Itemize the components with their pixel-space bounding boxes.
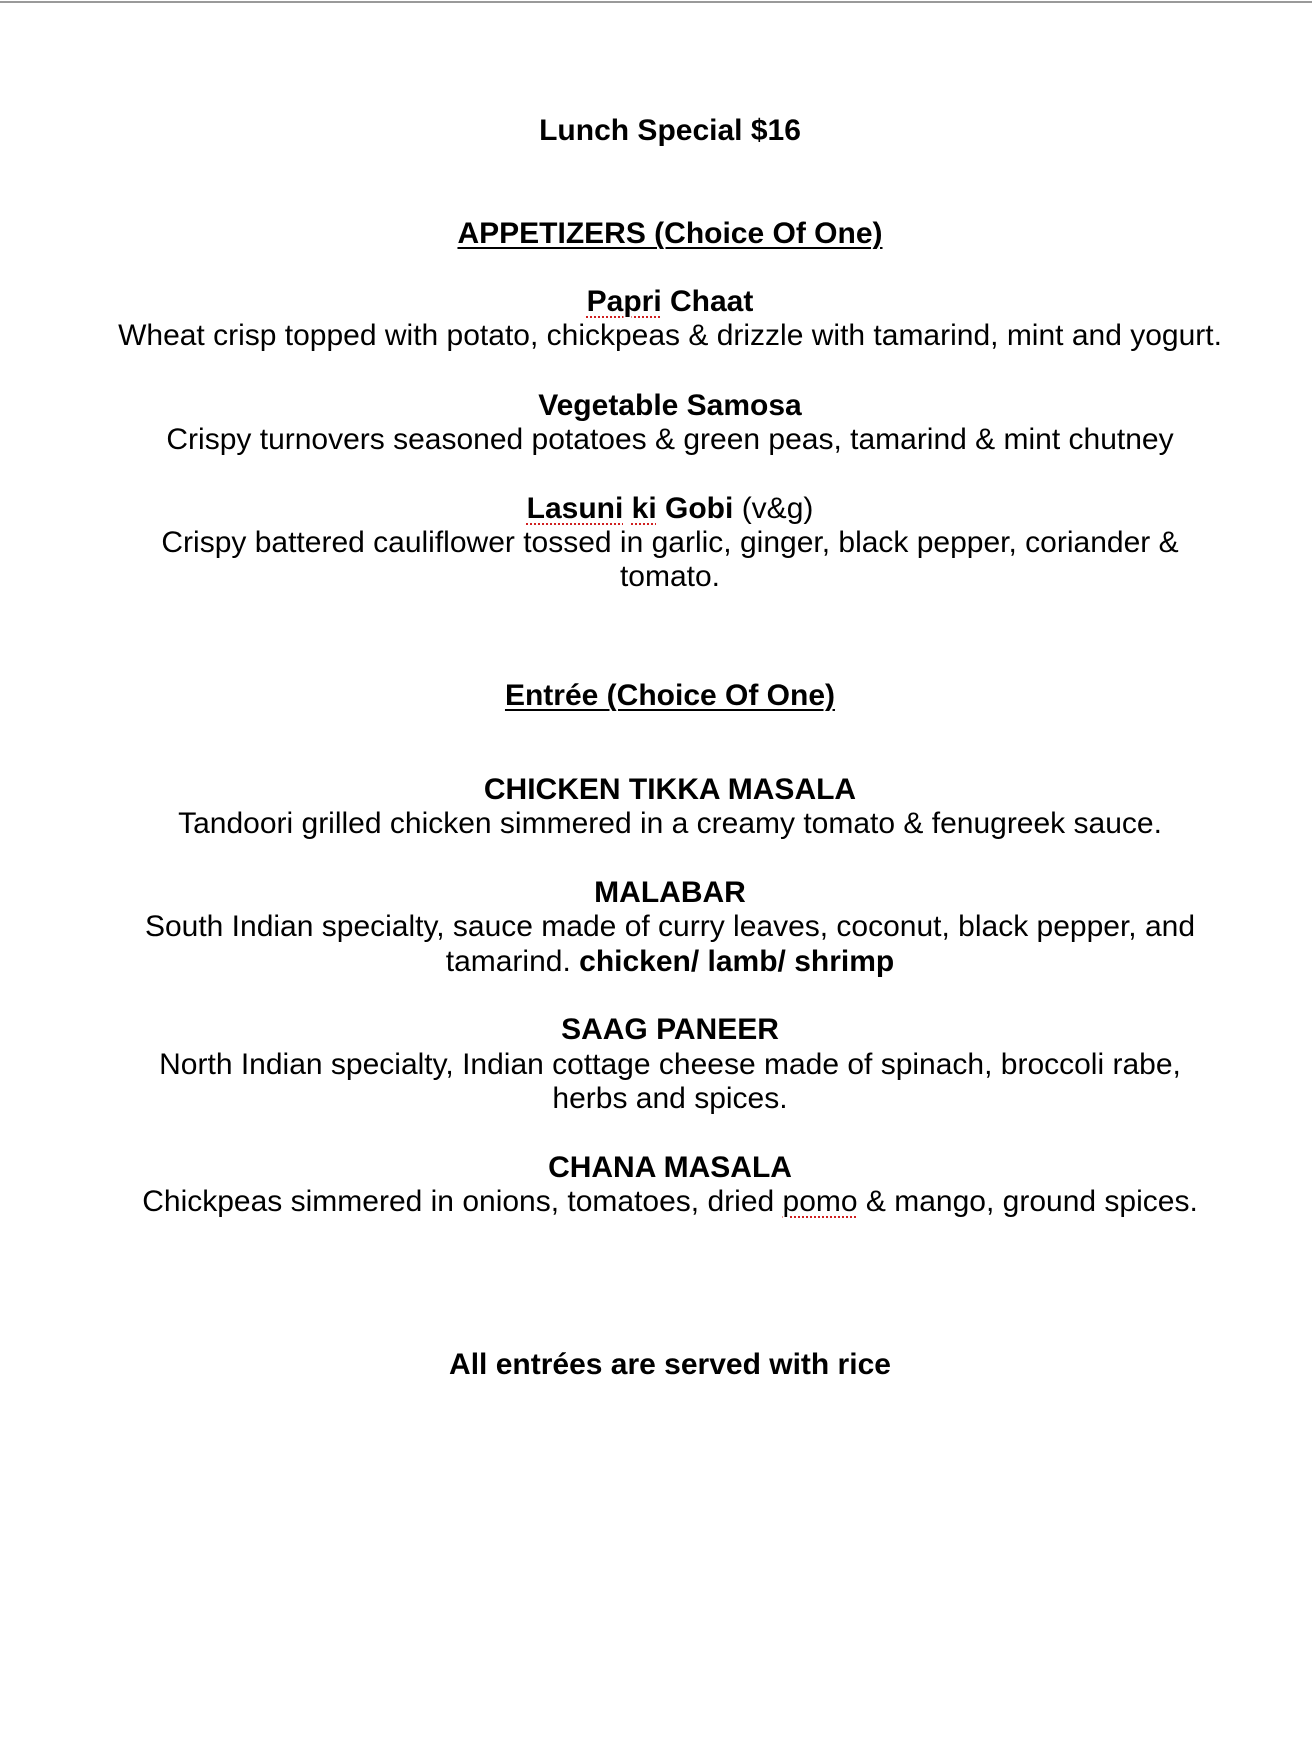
appetizer-name-rest: Gobi [656,492,734,525]
appetizer-desc-lasuni-ki-gobi-line1: Crispy battered cauliflower tossed in garlic, ginger, black pepper, coriander & [161,526,1179,559]
entree-desc-chana-masala-rest: & mango, ground spices. [857,1185,1198,1218]
appetizers-heading-text: APPETIZERS (Choice Of One) [457,217,883,250]
entree-desc-chana-masala-text: Chickpeas simmered in onions, tomatoes, dried [142,1185,783,1218]
entree-name-malabar: MALABAR [594,876,746,909]
entree-desc-malabar-line2 [0,944,1312,980]
menu-title: Lunch Special $16 [539,114,801,147]
appetizer-name-rest: Chaat [661,285,754,318]
entree-desc-malabar-text: tamarind. [445,945,571,978]
entree-desc-saag-paneer-line1: North Indian specialty, Indian cottage cheese made of spinach, broccoli rabe, [159,1048,1181,1081]
spellcheck-word: Papri [586,285,662,318]
entree-desc-malabar-line1: South Indian specialty, sauce made of curry leaves, coconut, black pepper, and [144,910,1196,943]
appetizer-desc-vegetable-samosa: Crispy turnovers seasoned potatoes & green peas, tamarind & mint chutney [166,423,1174,456]
entree-desc-chana-masala [0,1184,1312,1220]
spellcheck-word: pomo [782,1185,858,1218]
entree-protein-options: chicken/ lamb/ shrimp [579,945,895,978]
vegan-gluten-tag: (v&g) [741,492,814,525]
entrees-heading [0,678,1312,714]
spellcheck-word: ki [631,492,657,525]
spellcheck-word: Lasuni [526,492,624,525]
entree-name-chicken-tikka-masala: CHICKEN TIKKA MASALA [483,773,857,806]
footer-note: All entrées are served with rice [449,1348,891,1381]
entree-name-saag-paneer: SAAG PANEER [561,1013,779,1046]
appetizer-name-papri-chaat [0,284,1312,320]
appetizer-desc-papri-chaat: Wheat crisp topped with potato, chickpeas & drizzle with tamarind, mint and yogurt. [118,319,1222,352]
entree-desc-chicken-tikka-masala: Tandoori grilled chicken simmered in a creamy tomato & fenugreek sauce. [178,807,1162,840]
entrees-heading-text: Entrée (Choice Of One) [504,679,836,712]
entree-desc-saag-paneer-line2: herbs and spices. [552,1082,788,1115]
entree-name-chana-masala: CHANA MASALA [548,1151,792,1184]
top-border [0,1,1312,3]
appetizer-name-lasuni-ki-gobi [0,491,1312,527]
appetizers-heading [0,216,1312,252]
appetizer-desc-lasuni-ki-gobi-line2: tomato. [619,560,721,593]
appetizer-name-vegetable-samosa: Vegetable Samosa [538,389,802,422]
